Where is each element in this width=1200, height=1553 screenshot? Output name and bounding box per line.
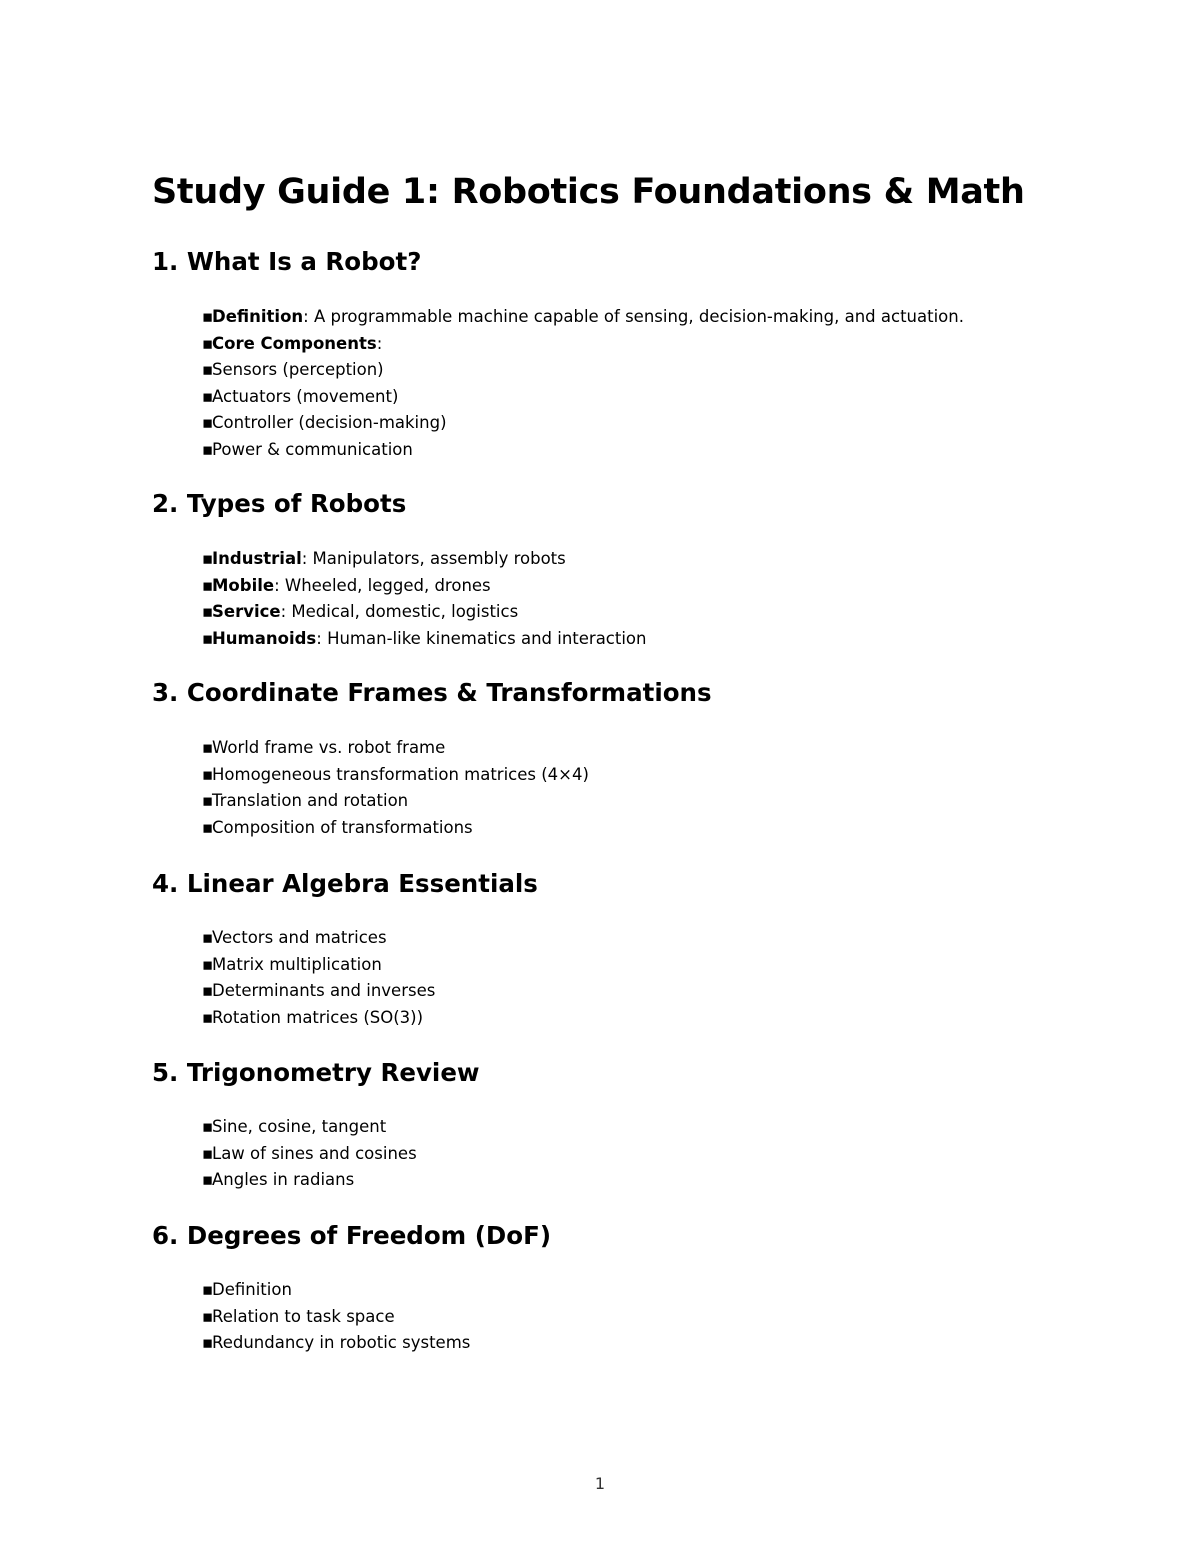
section-list — [202, 1277, 470, 1357]
section-list — [202, 304, 964, 464]
list-item-text: Controller (decision-making) — [212, 413, 447, 433]
list-item — [202, 1277, 470, 1304]
bullet-icon: ▪ — [202, 791, 214, 811]
bullet-icon: ▪ — [202, 360, 214, 380]
list-item — [202, 546, 646, 573]
list-item — [202, 1330, 470, 1357]
list-item-text: Homogeneous transformation matrices (4×4) — [212, 764, 589, 784]
bullet-icon: ▪ — [202, 439, 214, 459]
section-list — [202, 1114, 417, 1194]
section-heading: 4. Linear Algebra Essentials — [152, 869, 538, 898]
bullet-icon: ▪ — [202, 1333, 214, 1353]
list-item-text: : Wheeled, legged, drones — [274, 575, 491, 595]
list-item — [202, 952, 435, 979]
list-item — [202, 925, 435, 952]
list-item — [202, 1005, 435, 1032]
bullet-icon: ▪ — [202, 549, 214, 568]
list-item — [202, 1114, 417, 1141]
bullet-icon: ▪ — [202, 981, 214, 1001]
list-item — [202, 1141, 417, 1168]
list-item — [202, 815, 589, 842]
bullet-icon: ▪ — [202, 1117, 214, 1136]
bullet-icon: ▪ — [202, 738, 214, 757]
section-heading: 3. Coordinate Frames & Transformations — [152, 678, 712, 707]
section-list — [202, 735, 589, 841]
list-item — [202, 788, 589, 815]
list-item-text: Determinants and inverses — [212, 981, 436, 1001]
list-item-text: Composition of transformations — [212, 817, 473, 837]
list-item — [202, 304, 964, 331]
list-item-text: Sine, cosine, tangent — [212, 1117, 387, 1136]
list-item — [202, 762, 589, 789]
list-item-text: Translation and rotation — [212, 791, 409, 811]
list-item-term: Mobile — [212, 575, 275, 595]
list-item-text: Actuators (movement) — [212, 386, 399, 406]
list-item — [202, 626, 646, 653]
list-item-term: Core Components — [212, 333, 377, 353]
list-item-text: Redundancy in robotic systems — [212, 1333, 471, 1353]
list-item — [202, 735, 589, 762]
bullet-icon: ▪ — [202, 1306, 214, 1326]
list-item-text: Rotation matrices (SO(3)) — [212, 1007, 424, 1027]
list-item-text: Power & communication — [212, 439, 413, 459]
bullet-icon: ▪ — [202, 928, 214, 947]
list-item-text: : Human-like kinematics and interaction — [316, 628, 647, 648]
bullet-icon: ▪ — [202, 1007, 214, 1027]
list-item-text: : Medical, domestic, logistics — [280, 602, 519, 622]
list-item — [202, 384, 964, 411]
bullet-icon: ▪ — [202, 575, 214, 595]
bullet-icon: ▪ — [202, 307, 214, 326]
list-item — [202, 1304, 470, 1331]
section-list — [202, 925, 435, 1031]
list-item-text: Angles in radians — [212, 1170, 355, 1190]
bullet-icon: ▪ — [202, 1143, 214, 1163]
list-item — [202, 1167, 417, 1194]
bullet-icon: ▪ — [202, 764, 214, 784]
section-heading: 6. Degrees of Freedom (DoF) — [152, 1221, 552, 1250]
bullet-icon: ▪ — [202, 628, 214, 648]
list-item-text: : A programmable machine capable of sensing, decision-making, and actuation. — [303, 307, 964, 326]
list-item — [202, 357, 964, 384]
list-item — [202, 599, 646, 626]
list-item-term: Definition — [212, 307, 304, 326]
page-number: 1 — [594, 1474, 606, 1493]
bullet-icon: ▪ — [202, 954, 214, 974]
section-heading: 5. Trigonometry Review — [152, 1058, 480, 1087]
list-item-text: : — [376, 333, 383, 353]
list-item-text: Relation to task space — [212, 1306, 395, 1326]
list-item-text: World frame vs. robot frame — [212, 738, 446, 757]
list-item-term: Industrial — [212, 549, 302, 568]
section-heading: 1. What Is a Robot? — [152, 247, 422, 276]
list-item-text: Sensors (perception) — [212, 360, 384, 380]
list-item — [202, 437, 964, 464]
bullet-icon: ▪ — [202, 333, 214, 353]
list-item-text: Definition — [212, 1280, 292, 1299]
list-item-text: Matrix multiplication — [212, 954, 382, 974]
section-list — [202, 546, 646, 652]
list-item-term: Humanoids — [212, 628, 317, 648]
bullet-icon: ▪ — [202, 1280, 214, 1299]
list-item — [202, 573, 646, 600]
bullet-icon: ▪ — [202, 413, 214, 433]
bullet-icon: ▪ — [202, 386, 214, 406]
list-item-text: Vectors and matrices — [212, 928, 387, 947]
section-heading: 2. Types of Robots — [152, 489, 407, 518]
bullet-icon: ▪ — [202, 1170, 214, 1190]
document-title: Study Guide 1: Robotics Foundations & Math — [152, 172, 1025, 212]
list-item-term: Service — [212, 602, 281, 622]
list-item-text: Law of sines and cosines — [212, 1143, 417, 1163]
list-item — [202, 331, 964, 358]
list-item — [202, 410, 964, 437]
bullet-icon: ▪ — [202, 602, 214, 622]
list-item — [202, 978, 435, 1005]
bullet-icon: ▪ — [202, 817, 214, 837]
list-item-text: : Manipulators, assembly robots — [301, 549, 566, 568]
